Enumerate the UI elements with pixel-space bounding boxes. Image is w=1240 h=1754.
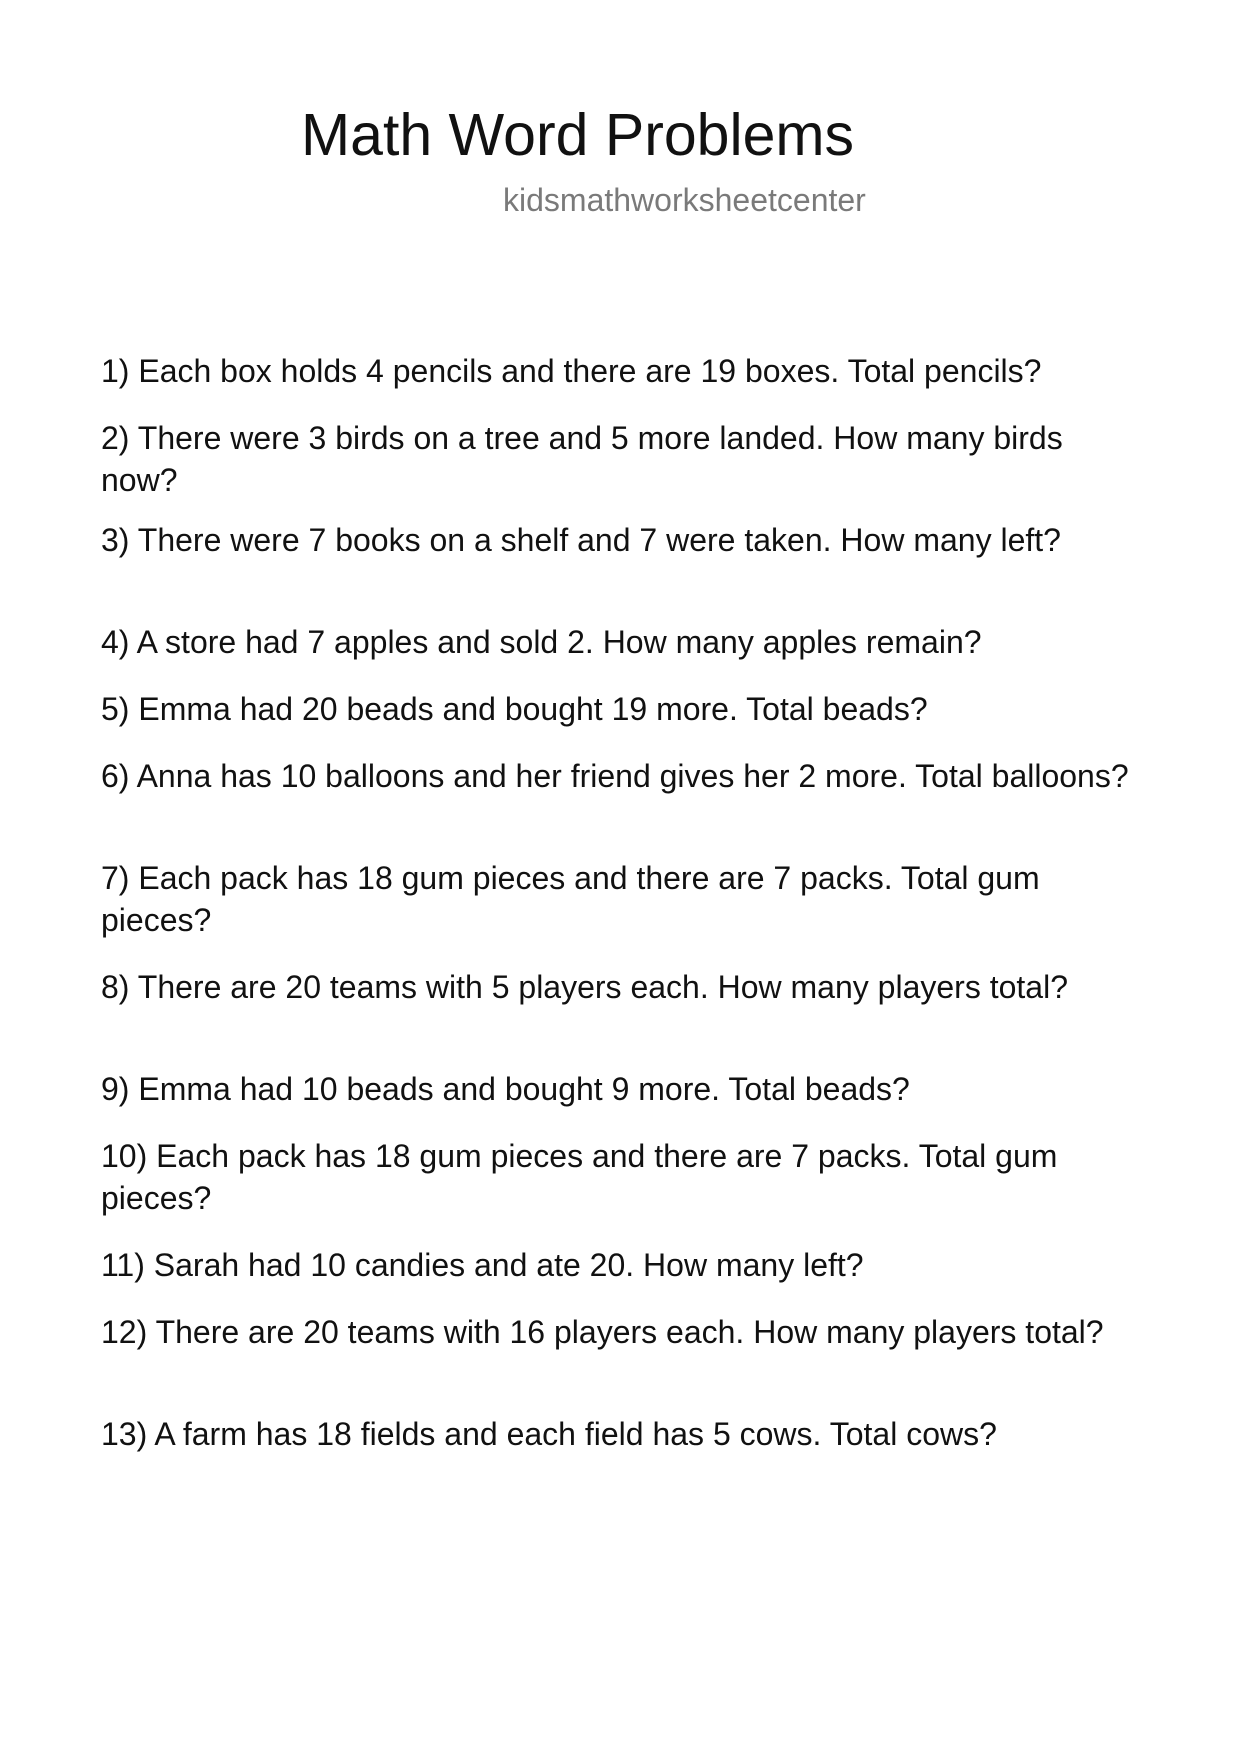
problem-item: 8) There are 20 teams with 5 players each. How many players total? bbox=[101, 969, 1068, 1005]
problem-item: 11) Sarah had 10 candies and ate 20. How many left? bbox=[101, 1247, 864, 1283]
problem-item: 6) Anna has 10 balloons and her friend gives her 2 more. Total balloons? bbox=[101, 758, 1129, 794]
problem-item: 12) There are 20 teams with 16 players each. How many players total? bbox=[101, 1314, 1104, 1350]
problem-item: 4) A store had 7 apples and sold 2. How many apples remain? bbox=[101, 624, 982, 660]
page-title: Math Word Problems bbox=[301, 102, 855, 168]
problem-item: 3) There were 7 books on a shelf and 7 were taken. How many left? bbox=[101, 522, 1061, 558]
problem-item: 5) Emma had 20 beads and bought 19 more. Total beads? bbox=[101, 691, 928, 727]
page-subtitle: kidsmathworksheetcenter bbox=[503, 182, 866, 218]
problem-item: 2) There were 3 birds on a tree and 5 more landed. How many birds now? bbox=[101, 420, 1063, 498]
problem-item: 13) A farm has 18 fields and each field has 5 cows. Total cows? bbox=[101, 1416, 997, 1452]
problem-item: 1) Each box holds 4 pencils and there are 19 boxes. Total pencils? bbox=[101, 353, 1042, 389]
problem-item: 10) Each pack has 18 gum pieces and there are 7 packs. Total gum pieces? bbox=[101, 1138, 1058, 1216]
problem-item: 7) Each pack has 18 gum pieces and there are 7 packs. Total gum pieces? bbox=[101, 860, 1040, 938]
problem-item: 9) Emma had 10 beads and bought 9 more. Total beads? bbox=[101, 1071, 910, 1107]
